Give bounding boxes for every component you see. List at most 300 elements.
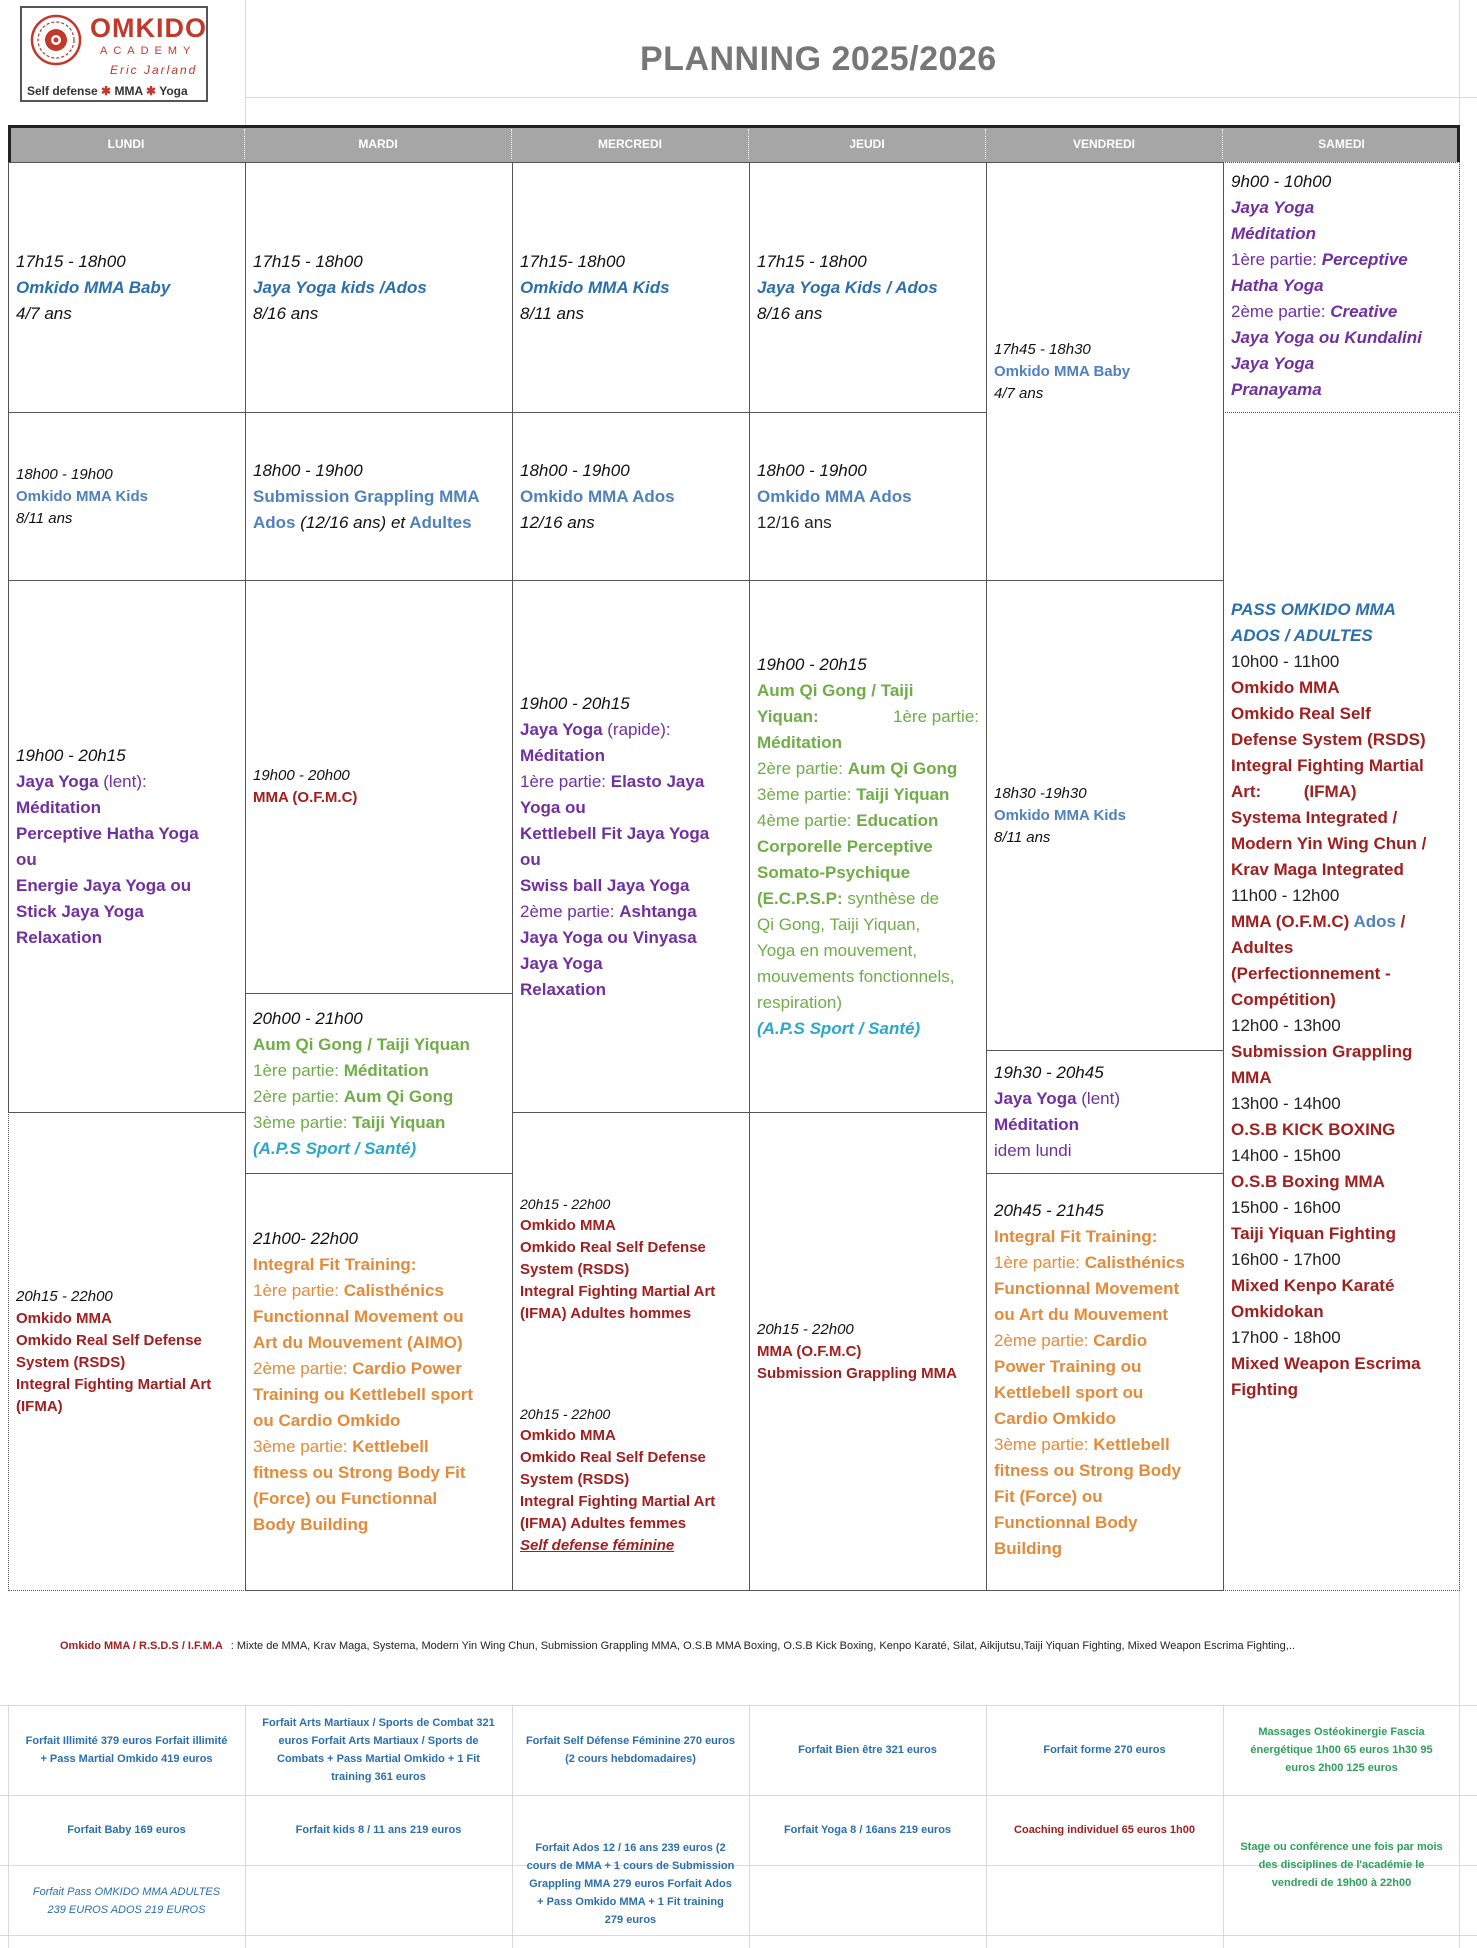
class-name: Jaya Yoga Kids / Ados <box>757 277 938 297</box>
tagline-self-defense: Self defense <box>27 84 98 98</box>
class-time: 17h15 - 18h00 <box>16 251 126 271</box>
class-time: 9h00 - 10h00 <box>1231 172 1332 191</box>
class-line: Power Training ou <box>994 1357 1142 1376</box>
class-name: Omkido MMA Ados <box>757 486 912 506</box>
class-line <box>253 1110 505 1136</box>
class-age: 4/7 ans <box>16 303 72 323</box>
class-line: Omkido Real Self Defense <box>520 1449 706 1466</box>
class-line: Swiss ball Jaya Yoga <box>520 875 690 895</box>
forfait-line: 239 EUROS ADOS 219 EUROS <box>47 1904 206 1916</box>
class-line: Integral Fighting Martial Art <box>520 1283 716 1300</box>
class-note: / <box>1395 912 1406 931</box>
class-line <box>1231 247 1452 273</box>
class-note: 2ère partie: <box>757 758 848 778</box>
forfait-line: Forfait Pass OMKIDO MMA ADULTES <box>32 1886 221 1898</box>
class-note: 2ère partie: <box>253 1086 344 1106</box>
class-name: Jaya Yoga <box>520 719 603 739</box>
class-cell <box>986 162 1224 581</box>
class-line: Perceptive Hatha Yoga <box>16 823 199 843</box>
class-note: (lent) <box>1076 1089 1121 1108</box>
class-name: Integral Fit Training: <box>994 1227 1158 1246</box>
forfait-line: des disciplines de l'académie le <box>1258 1859 1425 1871</box>
class-time: 21h00- 22h00 <box>253 1229 358 1248</box>
class-line <box>253 1356 505 1382</box>
class-cell <box>8 1112 246 1591</box>
class-name: Calisthéniсs <box>1084 1253 1185 1272</box>
class-line <box>994 1250 1216 1276</box>
class-line <box>253 1278 505 1304</box>
forfait-cell <box>749 1705 986 1795</box>
class-line: MMA (O.F.M.C) <box>757 1342 862 1360</box>
class-line: (Perfectionnement - <box>1231 964 1391 983</box>
class-line: Omkido Real Self <box>1231 704 1371 723</box>
class-cell <box>512 412 750 581</box>
forfait-line: vendredi de 19h00 à 22h00 <box>1271 1877 1412 1889</box>
class-name: Jaya Yoga <box>1231 198 1315 217</box>
class-line: Adultes <box>1231 938 1294 957</box>
lotus-seal-icon <box>30 14 82 66</box>
class-note: (lent): <box>98 771 147 791</box>
class-name: Ados <box>253 512 296 532</box>
class-time: 10h00 - 11h00 <box>1231 652 1340 671</box>
class-age: 12/16 ans <box>520 512 595 532</box>
forfait-line: Forfait Baby 169 euros <box>67 1824 186 1836</box>
class-line: ou <box>520 849 541 869</box>
class-cell <box>749 580 987 1113</box>
class-age: 8/16 ans <box>253 303 319 323</box>
class-time: 20h15 - 22h00 <box>520 1406 611 1422</box>
class-time: 18h00 - 19h00 <box>16 465 113 483</box>
forfait-cell <box>986 1795 1223 1865</box>
class-note: 3ème partie: <box>253 1112 353 1132</box>
class-note: 3ème partie: <box>253 1437 353 1456</box>
class-time: 20h45 - 21h45 <box>994 1201 1104 1220</box>
class-note: 2ème partie: <box>1231 302 1331 321</box>
class-line: (A.P.S Sport / Santé) <box>757 1018 921 1038</box>
pass-title: ADOS / ADULTES <box>1231 626 1373 645</box>
class-time: 20h15 - 22h00 <box>757 1320 854 1338</box>
forfait-line: + Pass Martial Omkido 419 euros <box>40 1753 213 1765</box>
class-name: (E.C.P.S.P: <box>757 888 848 908</box>
class-line: Omkidokan <box>1231 1302 1324 1321</box>
class-name: Omkido MMA Baby <box>994 362 1131 380</box>
forfait-cell <box>245 1795 512 1865</box>
class-name: Yiquan: <box>757 706 819 726</box>
class-line: Modern Yin Wing Chun / <box>1231 834 1427 853</box>
class-line <box>520 717 742 743</box>
class-line: Méditation <box>1231 224 1316 243</box>
day-header-lundi: LUNDI <box>8 129 245 159</box>
class-line: Méditation <box>520 745 605 765</box>
forfait-line: Combats + Pass Martial Omkido + 1 Fit <box>277 1753 480 1765</box>
legend-key: Omkido MMA / R.S.D.S / I.F.M.A <box>60 1640 223 1652</box>
class-line <box>253 1058 505 1084</box>
class-line: Corporelle Perceptive <box>757 836 933 856</box>
class-name: Méditation <box>343 1060 429 1080</box>
class-line: Integral Fighting Martial Art <box>520 1493 716 1510</box>
class-line: (IFMA) Adultes hommes <box>520 1305 692 1322</box>
star-icon: ✱ <box>101 84 112 98</box>
class-note: 1ère partie: <box>520 771 611 791</box>
class-time: 17h00 - 18h00 <box>1231 1328 1341 1347</box>
class-time: 17h15- 18h00 <box>520 251 625 271</box>
day-header-samedi: SAMEDI <box>1318 137 1365 151</box>
class-line: Submission Grappling <box>1231 1042 1413 1061</box>
class-cell <box>749 412 987 581</box>
page-title: PLANNING 2025/2026 <box>640 40 997 78</box>
class-line <box>757 782 979 808</box>
class-time: 19h00 - 20h00 <box>253 767 350 784</box>
class-name: MMA (O.F.M.C) <box>1231 912 1354 931</box>
class-time: 12h00 - 13h00 <box>1231 1016 1341 1035</box>
class-line: Taiji Yiquan Fighting <box>1231 1224 1396 1243</box>
class-name: Submission Grappling MMA <box>253 486 480 506</box>
tagline-yoga: Yoga <box>159 84 188 98</box>
class-cell <box>245 162 513 413</box>
class-cell <box>8 412 246 581</box>
class-line: Méditation <box>757 732 842 752</box>
class-name: Omkido MMA Kids <box>520 277 670 297</box>
logo-brand: OMKIDO <box>90 13 207 43</box>
class-line: fitness ou Strong Body <box>994 1461 1181 1480</box>
class-cell <box>512 162 750 413</box>
forfait-line: Grappling MMA 279 euros Forfait Ados <box>529 1878 732 1890</box>
class-age: 8/11 ans <box>520 303 584 323</box>
forfait-line: training 361 euros <box>331 1771 426 1783</box>
class-line: Fit (Force) ou <box>994 1487 1103 1506</box>
class-cell <box>512 1112 750 1591</box>
class-time: 18h30 -19h30 <box>994 784 1087 802</box>
forfait-line: euros 2h00 125 euros <box>1285 1762 1398 1774</box>
forfait-cell <box>1223 1830 1460 1900</box>
class-line: Functionnal Movement ou <box>253 1307 464 1326</box>
spacer <box>520 1325 742 1403</box>
forfait-cell <box>512 1820 749 1948</box>
class-line: Jaya Yoga <box>1231 354 1315 373</box>
class-note: synthèse de <box>847 888 940 908</box>
forfait-line: Forfait forme 270 euros <box>1043 1744 1166 1756</box>
class-line <box>757 886 979 912</box>
class-name: Aum Qi Gong / Taiji Yiquan <box>253 1034 470 1054</box>
class-name: Integral Fit Training: <box>253 1255 417 1274</box>
class-line: O.S.B KICK BOXING <box>1231 1120 1396 1139</box>
class-age: (12/16 ans) <box>295 512 391 532</box>
class-cell <box>986 1050 1224 1174</box>
class-age: 8/11 ans <box>16 509 73 527</box>
class-line: fitness ou Strong Body Fit <box>253 1463 466 1482</box>
class-line: Integral Fighting Martial Art <box>16 1375 212 1393</box>
class-time: 18h00 - 19h00 <box>757 460 867 480</box>
class-line: Omkido MMA <box>16 1309 112 1327</box>
class-time: 19h30 - 20h45 <box>994 1063 1104 1082</box>
day-header-mercredi: MERCREDI <box>512 129 749 159</box>
class-line: Functionnal Movement <box>994 1279 1180 1298</box>
class-time: 19h00 - 20h15 <box>520 693 630 713</box>
class-line <box>520 769 742 795</box>
class-line: ou Cardio Omkido <box>253 1411 401 1430</box>
class-line: O.S.B Boxing MMA <box>1231 1172 1385 1191</box>
class-note: 1ère partie: <box>893 706 979 726</box>
class-cell <box>8 580 246 1113</box>
logo-tagline <box>27 84 188 98</box>
class-cell <box>749 1112 987 1591</box>
class-line: respiration) <box>757 992 843 1012</box>
class-line: System (RSDS) <box>520 1261 630 1278</box>
forfait-line: Forfait Bien être 321 euros <box>798 1744 937 1756</box>
class-line: Pranayama <box>1231 380 1322 399</box>
class-line: Mixed Weapon Escrima <box>1231 1354 1421 1373</box>
class-note: 2ème partie: <box>520 901 620 921</box>
star-icon: ✱ <box>146 84 157 98</box>
class-line: Body Building <box>253 1515 369 1534</box>
class-name: Adultes <box>405 512 472 532</box>
class-line: Qi Gong, Taiji Yiquan, <box>757 914 921 934</box>
class-time: 17h15 - 18h00 <box>757 251 867 271</box>
class-line: Jaya Yoga ou Vinyasa <box>520 927 697 947</box>
grid-line <box>245 0 246 125</box>
class-line: Jaya Yoga ou Kundalini <box>1231 328 1422 347</box>
class-line <box>520 899 742 925</box>
class-line: Hatha Yoga <box>1231 276 1324 295</box>
forfait-line: Forfait kids 8 / 11 ans 219 euros <box>295 1824 462 1836</box>
class-name: Calisthéniсs <box>343 1281 444 1300</box>
class-line: Integral Fighting Martial <box>1231 756 1424 775</box>
class-line: (A.P.S Sport / Santé) <box>253 1138 417 1158</box>
day-header-vendredi: VENDREDI <box>986 129 1223 159</box>
class-cell <box>245 1173 513 1591</box>
forfait-line: euros Forfait Arts Martiaux / Sports de <box>278 1735 479 1747</box>
class-name: Jaya Yoga <box>16 771 99 791</box>
class-line: Functionnal Body <box>994 1513 1138 1532</box>
class-line: (IFMA) <box>16 1397 63 1415</box>
class-cell <box>8 162 246 413</box>
legend-text: : Mixte de MMA, Krav Maga, Systema, Modern Yin Wing Chun, Submission Grappling MMA, O.S.B MMA Boxing, O.S.B Kick Boxing, Kenpo Karaté, Silat, Aikijutsu,Taiji Yiquan Fighting, Mixed Weapon Escrima Fighting,.. <box>230 1640 1295 1652</box>
class-cell <box>245 580 513 994</box>
class-line: Compétition) <box>1231 990 1336 1009</box>
class-time: 15h00 - 16h00 <box>1231 1198 1341 1217</box>
forfait-line: Forfait Self Défense Féminine 270 euros <box>525 1735 736 1747</box>
forfait-cell <box>512 1705 749 1795</box>
class-name: Jaya Yoga <box>994 1089 1077 1108</box>
class-note: 2ème partie: <box>994 1331 1094 1350</box>
class-time: 13h00 - 14h00 <box>1231 1094 1341 1113</box>
class-cell <box>512 580 750 1113</box>
class-name: Elasto Jaya <box>610 771 705 791</box>
class-name: Perceptive <box>1321 250 1408 269</box>
class-line: Relaxation <box>520 979 606 999</box>
forfait-cell <box>8 1795 245 1865</box>
class-name: Education <box>856 810 939 830</box>
class-line: Méditation <box>994 1115 1079 1134</box>
class-time: 19h00 - 20h15 <box>757 654 867 674</box>
class-time: 16h00 - 17h00 <box>1231 1250 1341 1269</box>
class-name: Cardio <box>1093 1331 1148 1350</box>
class-note: 2ème partie: <box>253 1359 353 1378</box>
forfait-line: Forfait Yoga 8 / 16ans 219 euros <box>783 1824 952 1836</box>
pass-title: PASS OMKIDO MMA <box>1231 600 1396 619</box>
forfait-line: Forfait Illimité 379 euros Forfait illimité <box>25 1735 228 1747</box>
forfait-line: Coaching individuel 65 euros 1h00 <box>1014 1824 1195 1836</box>
class-age: 12/16 ans <box>757 512 832 532</box>
class-cell <box>1223 412 1460 1591</box>
class-line: Kettlebell sport ou <box>994 1383 1144 1402</box>
forfait-cell <box>986 1705 1223 1795</box>
class-line <box>757 808 979 834</box>
class-name: Omkido MMA Ados <box>520 486 675 506</box>
class-name: Kettlebell <box>1093 1435 1170 1454</box>
class-name: Kettlebell <box>352 1437 429 1456</box>
class-line <box>1231 909 1452 935</box>
class-line: ou Art du Mouvement <box>994 1305 1169 1324</box>
class-line <box>994 1432 1216 1458</box>
class-note: (rapide): <box>602 719 671 739</box>
class-note: 1ère partie: <box>253 1060 344 1080</box>
forfait-line: cours de MMA + 1 cours de Submission <box>526 1860 735 1872</box>
class-note: 1ère partie: <box>253 1281 344 1300</box>
legend-note <box>60 1640 1295 1652</box>
forfait-line: (2 cours hebdomadaires) <box>565 1753 696 1765</box>
class-name: Aum Qi Gong <box>847 758 958 778</box>
class-line <box>253 1434 505 1460</box>
class-line: Art du Mouvement (AIMO) <box>253 1333 463 1352</box>
class-time: 19h00 - 20h15 <box>16 745 126 765</box>
class-line <box>253 510 505 536</box>
class-line: Jaya Yoga <box>520 953 603 973</box>
class-line <box>1231 299 1452 325</box>
class-line: Art: (IFMA) <box>1231 782 1357 801</box>
forfait-cell <box>8 1870 245 1932</box>
class-line: mouvements fonctionnels, <box>757 966 955 986</box>
class-line <box>757 756 979 782</box>
class-time: 17h15 - 18h00 <box>253 251 363 271</box>
class-line: Omkido MMA <box>520 1217 616 1234</box>
class-line: Fighting <box>1231 1380 1299 1399</box>
class-time: 17h45 - 18h30 <box>994 340 1091 358</box>
class-line: Yoga en mouvement, <box>757 940 918 960</box>
class-line: Self defense féminine <box>520 1537 675 1554</box>
forfait-line: + Pass Omkido MMA + 1 Fit training <box>537 1896 724 1908</box>
class-name: Jaya Yoga kids /Ados <box>253 277 427 297</box>
class-line <box>253 1084 505 1110</box>
class-cell <box>245 993 513 1174</box>
forfait-line: Stage ou conférence une fois par mois <box>1240 1841 1443 1853</box>
forfait-line: énergétique 1h00 65 euros 1h30 95 <box>1250 1744 1433 1756</box>
class-note: et <box>390 512 406 532</box>
class-line: Krav Maga Integrated <box>1231 860 1404 879</box>
class-note: 1ère partie: <box>994 1253 1085 1272</box>
forfait-line: Forfait Arts Martiaux / Sports de Combat 321 <box>262 1717 495 1729</box>
forfait-line: Forfait Ados 12 / 16 ans 239 euros (2 <box>535 1842 726 1854</box>
class-age: 4/7 ans <box>994 384 1044 402</box>
class-line: Defense System (RSDS) <box>1231 730 1426 749</box>
class-time: 20h15 - 22h00 <box>16 1287 113 1305</box>
academy-logo <box>20 6 208 102</box>
class-line <box>16 769 238 795</box>
logo-owner: Eric Jarland <box>110 63 198 77</box>
class-time: 20h00 - 21h00 <box>253 1008 363 1028</box>
forfait-line: Massages Ostéokinergie Fascia <box>1258 1726 1425 1738</box>
class-age: 8/11 ans <box>994 828 1051 846</box>
class-name: Taiji Yiquan <box>352 1112 446 1132</box>
class-line <box>757 704 979 730</box>
class-line: Training ou Kettlebell sport <box>253 1385 474 1404</box>
class-line: Stick Jaya Yoga <box>16 901 144 921</box>
forfait-cell <box>1223 1705 1460 1795</box>
class-line: MMA <box>1231 1068 1272 1087</box>
class-line: Systema Integrated / <box>1231 808 1398 827</box>
class-line: Mixed Kenpo Karaté <box>1231 1276 1395 1295</box>
class-name: Ashtanga <box>619 901 697 921</box>
class-line <box>994 1328 1216 1354</box>
class-note: 1ère partie: <box>1231 250 1322 269</box>
class-line: Méditation <box>16 797 101 817</box>
class-name: Taiji Yiquan <box>856 784 950 804</box>
class-name: MMA (O.F.M.C) <box>253 789 358 806</box>
class-line: Energie Jaya Yoga ou <box>16 875 192 895</box>
class-name: Aum Qi Gong / Taiji <box>757 680 914 700</box>
class-line: (Force) ou Functionnal <box>253 1489 438 1508</box>
class-note: Ados <box>1353 912 1396 931</box>
class-line: idem lundi <box>994 1141 1072 1160</box>
forfait-cell <box>749 1795 986 1865</box>
grid-line <box>245 97 1477 98</box>
class-line: Yoga ou <box>520 797 586 817</box>
class-name: Aum Qi Gong <box>343 1086 454 1106</box>
class-cell <box>749 162 987 413</box>
class-name: Omkido MMA Kids <box>994 806 1126 824</box>
class-line <box>994 1086 1216 1112</box>
class-line: Omkido MMA <box>520 1427 616 1444</box>
class-line: (IFMA) Adultes femmes <box>520 1515 687 1532</box>
class-name: Omkido MMA Kids <box>16 487 148 505</box>
forfait-cell <box>245 1705 512 1795</box>
class-line: Building <box>994 1539 1062 1558</box>
class-cell <box>986 1173 1224 1591</box>
class-line: Omkido Real Self Defense <box>16 1331 202 1349</box>
class-name: Cardio Power <box>352 1359 462 1378</box>
class-time: 14h00 - 15h00 <box>1231 1146 1341 1165</box>
logo-academy: ACADEMY <box>100 45 197 57</box>
class-line: Omkido MMA <box>1231 678 1340 697</box>
class-cell <box>1223 162 1460 413</box>
class-line: Omkido Real Self Defense <box>520 1239 706 1256</box>
class-line: Kettlebell Fit Jaya Yoga <box>520 823 710 843</box>
class-line: Somato-Psychique <box>757 862 911 882</box>
class-time: 18h00 - 19h00 <box>253 460 363 480</box>
class-line: Submission Grappling MMA <box>757 1364 958 1382</box>
forfait-cell <box>8 1705 245 1795</box>
class-age: 8/16 ans <box>757 303 823 323</box>
class-note: 3ème partie: <box>994 1435 1094 1454</box>
class-name: Omkido MMA Baby <box>16 277 171 297</box>
class-line: System (RSDS) <box>16 1353 126 1371</box>
class-cell <box>245 412 513 581</box>
class-name: Creative <box>1330 302 1398 321</box>
class-note: 4ème partie: <box>757 810 857 830</box>
forfait-line: 279 euros <box>604 1914 657 1926</box>
class-line: Relaxation <box>16 927 102 947</box>
class-line: System (RSDS) <box>520 1471 630 1488</box>
class-line: Cardio Omkido <box>994 1409 1116 1428</box>
class-time: 18h00 - 19h00 <box>520 460 630 480</box>
day-header-jeudi: JEUDI <box>749 129 986 159</box>
class-cell <box>986 580 1224 1051</box>
day-header-mardi: MARDI <box>245 129 512 159</box>
class-note: 3ème partie: <box>757 784 857 804</box>
class-time: 20h15 - 22h00 <box>520 1196 611 1212</box>
tagline-mma: MMA <box>114 84 143 98</box>
class-line: ou <box>16 849 37 869</box>
